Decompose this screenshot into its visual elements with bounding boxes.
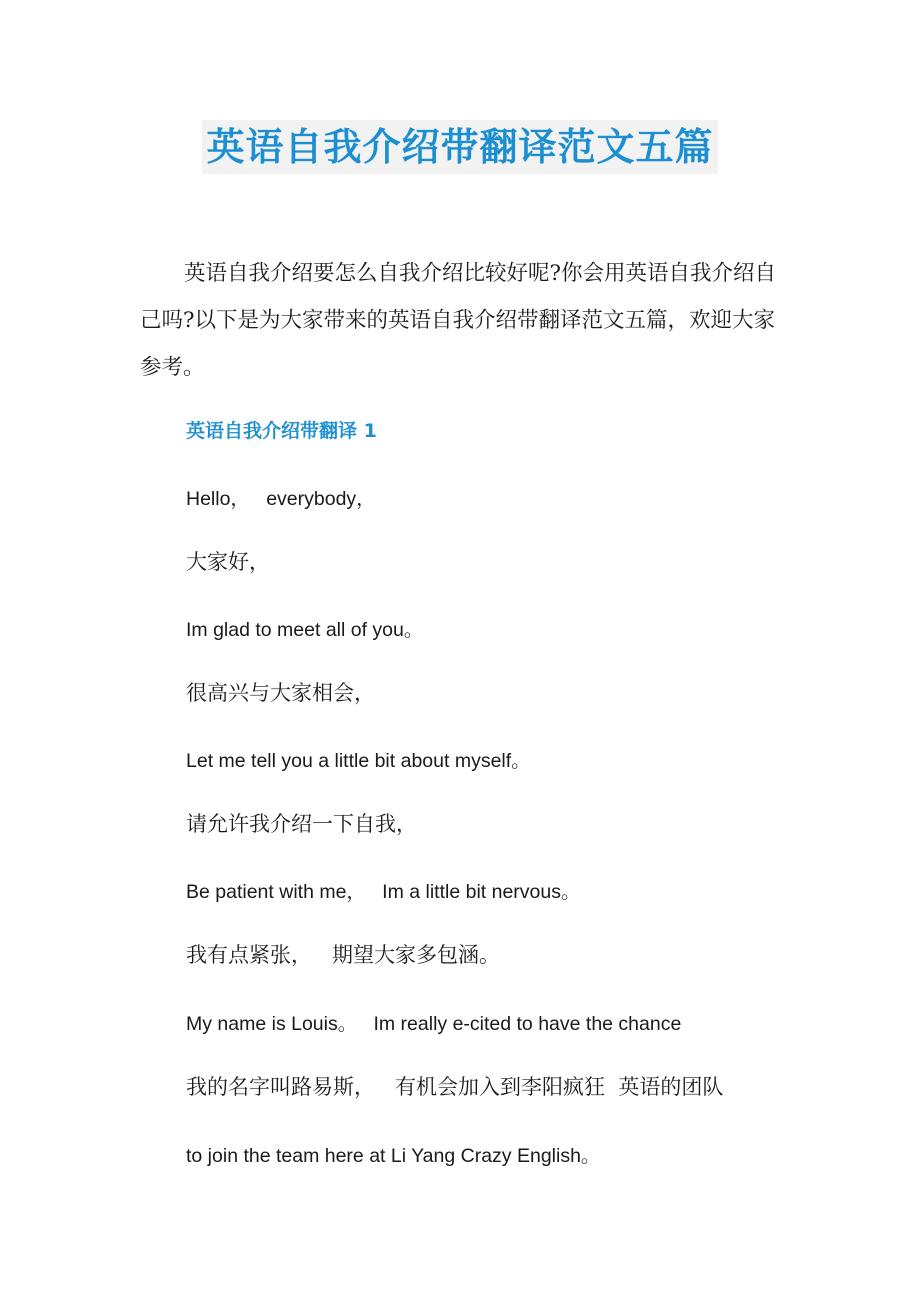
text-line-english: Im glad to meet all of you。 (186, 619, 424, 641)
text-line-chinese: 大家好， (186, 550, 270, 574)
text-line-chinese: 很高兴与大家相会， (186, 681, 375, 705)
text-line-english: Hello， everybody， (186, 488, 376, 510)
title-container (0, 120, 920, 174)
section-heading: 英语自我介绍带翻译 1 (186, 420, 377, 442)
text-line-english: Be patient with me， Im a little bit nervous。 (186, 881, 581, 903)
text-line-english: to join the team here at Li Yang Crazy English。 (186, 1145, 601, 1167)
intro-paragraph: 英语自我介绍要怎么自我介绍比较好呢?你会用英语自我介绍自己吗?以下是为大家带来的英语自我介绍带翻译范文五篇，欢迎大家参考。 (140, 261, 777, 380)
text-line-english: Let me tell you a little bit about myself。 (186, 750, 531, 772)
text-line-chinese: 我的名字叫路易斯， 有机会加入到李阳疯狂 英语的团队 (186, 1075, 724, 1099)
text-line-english: My name is Louis。 Im really e-cited to have the chance (186, 1013, 682, 1035)
text-line-chinese: 请允许我介绍一下自我， (186, 812, 417, 836)
text-line-chinese: 我有点紧张， 期望大家多包涵。 (186, 943, 501, 967)
document-title: 英语自我介绍带翻译范文五篇 (202, 120, 717, 174)
